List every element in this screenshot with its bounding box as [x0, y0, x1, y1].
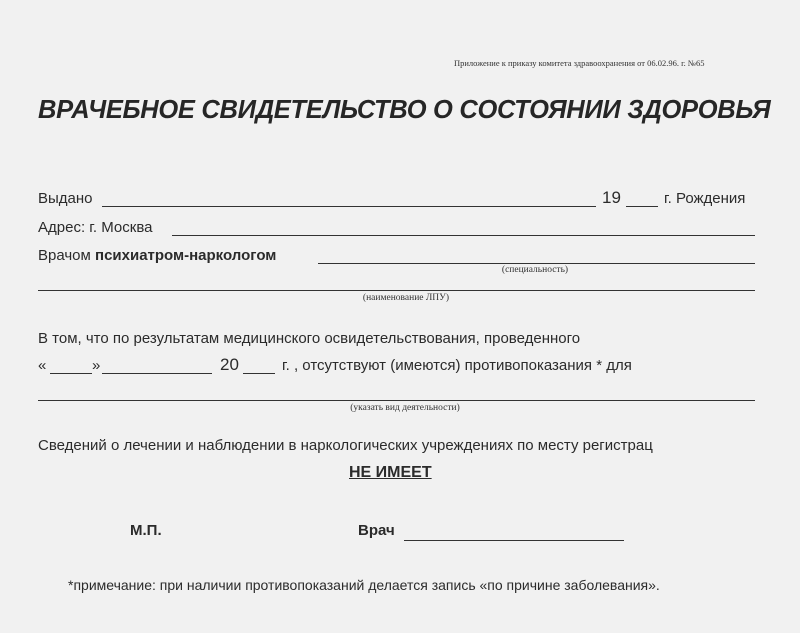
- statement-line2: г. , отсутствуют (имеются) противопоказания * для: [282, 357, 632, 374]
- activity-caption: (указать вид деятельности): [350, 403, 460, 413]
- specialty-line[interactable]: [318, 263, 755, 264]
- issued-label: Выдано: [38, 190, 93, 207]
- exam-year-prefix: 20: [220, 355, 239, 374]
- address-line[interactable]: [172, 235, 755, 236]
- birth-label: г. Рождения: [664, 190, 746, 207]
- exam-year-line[interactable]: [243, 373, 275, 374]
- footnote: *примечание: при наличии противопоказаний делается запись «по причине заболевания».: [68, 577, 660, 593]
- issued-name-line[interactable]: [102, 206, 596, 207]
- activity-line[interactable]: [38, 400, 755, 401]
- doctor-prefix: Врачом: [38, 247, 91, 264]
- birth-year-line[interactable]: [626, 206, 658, 207]
- specialty-caption: (специальность): [501, 265, 569, 275]
- quote-open: «: [38, 357, 47, 374]
- quote-close: »: [92, 357, 101, 374]
- document-title: ВРАЧЕБНОЕ СВИДЕТЕЛЬСТВО О СОСТОЯНИИ ЗДОРОВЬЯ: [38, 96, 771, 124]
- doctor-signature-label: Врач: [358, 522, 395, 539]
- order-reference: Приложение к приказу комитета здравоохранения от 06.02.96. г. №65: [454, 58, 705, 68]
- registry-status: НЕ ИМЕЕТ: [349, 464, 432, 481]
- exam-month-line[interactable]: [102, 373, 212, 374]
- statement-line1: В том, что по результатам медицинского освидетельствования, проведенного: [38, 330, 581, 347]
- stamp-label: М.П.: [130, 522, 162, 539]
- doctor-line-label: [38, 247, 276, 264]
- doctor-specialty: психиатром-наркологом: [95, 247, 277, 264]
- exam-day-line[interactable]: [50, 373, 92, 374]
- address-label: Адрес: г. Москва: [38, 219, 153, 236]
- institution-caption: (наименование ЛПУ): [362, 293, 450, 303]
- registry-text: Сведений о лечении и наблюдении в наркологических учреждениях по месту регистрац: [38, 437, 653, 454]
- institution-line[interactable]: [38, 290, 755, 291]
- doctor-signature-line[interactable]: [404, 540, 624, 541]
- birth-year-prefix: 19: [602, 188, 621, 207]
